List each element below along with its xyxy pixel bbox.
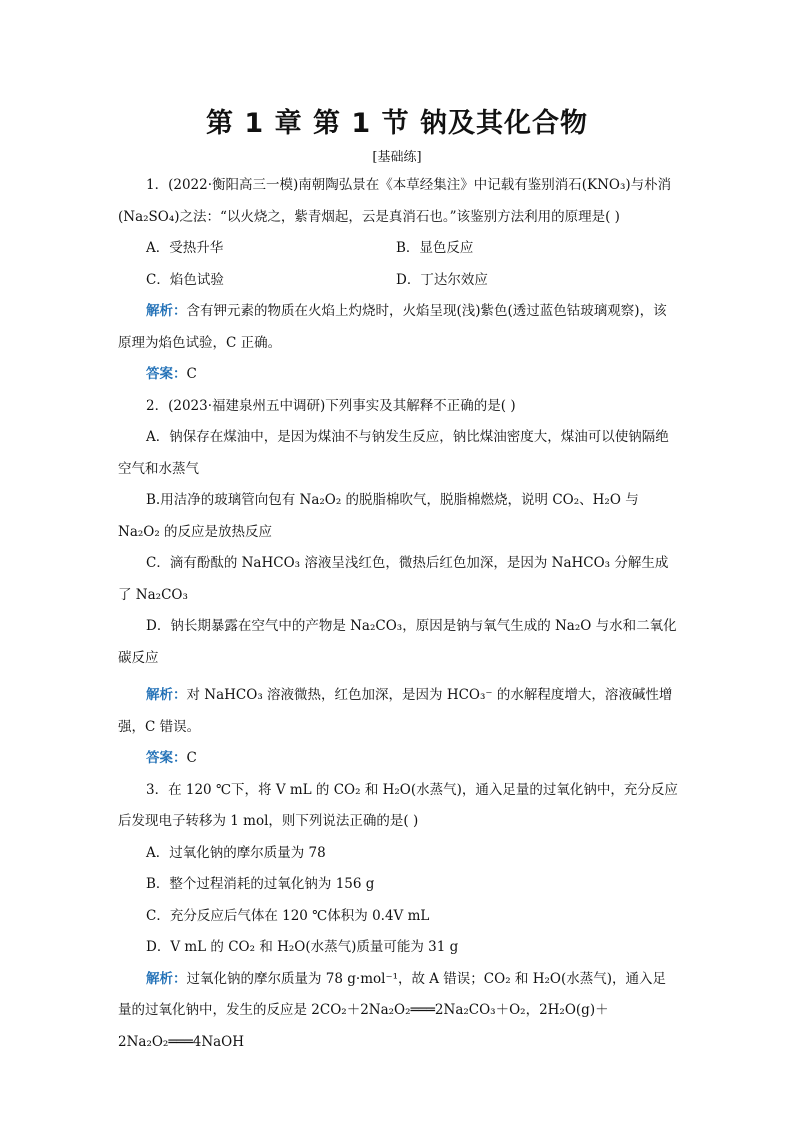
question-2-stem: 2．(2023·福建泉州五中调研)下列事实及其解释不正确的是( ) <box>146 397 516 414</box>
question-3-option-c: C．充分反应后气体在 120 ℃体积为 0.4V mL <box>146 907 430 924</box>
question-3-analysis <box>118 964 678 1059</box>
question-1-analysis <box>118 296 678 359</box>
page-title: 第 1 章 第 1 节 钠及其化合物 <box>206 108 588 139</box>
question-2-analysis-text: 对 NaHCO₃ 溶液微热，红色加深，是因为 HCO₃⁻ 的水解程度增大，溶液碱性增强，C 错误。 <box>118 687 673 735</box>
question-3-option-a: A．过氧化钠的摩尔质量为 78 <box>146 844 326 861</box>
question-1-options-ab <box>118 233 678 265</box>
question-list <box>118 170 678 1058</box>
question-3-analysis-text: 过氧化钠的摩尔质量为 78 g·mol⁻¹，故 A 错误；CO₂ 和 H₂O(水蒸气)，通入足量的过氧化钠中，发生的反应是 2CO₂＋2Na₂O₂═══2Na₂CO₃＋O₂，2H₂O(g)＋2Na₂O₂═══4NaOH <box>118 970 666 1050</box>
answer-label: 答案： <box>146 366 187 382</box>
question-2-analysis <box>118 680 678 743</box>
question-1-option-b: B．显色反应 <box>396 240 474 256</box>
question-3-stem: 3．在 120 ℃下，将 V mL 的 CO₂ 和 H₂O(水蒸气)，通入足量的过氧化钠中，充分反应后发现电子转移为 1 mol，则下列说法正确的是( ) <box>118 781 678 829</box>
analysis-label: 解析： <box>146 303 187 319</box>
question-1-answer-text: C <box>186 366 197 382</box>
question-3-option-b: B．整个过程消耗的过氧化钠为 156 g <box>146 876 375 892</box>
question-2-option-a: A．钠保存在煤油中，是因为煤油不与钠发生反应，钠比煤油密度大，煤油可以使钠隔绝空气和水蒸气 <box>118 429 669 477</box>
question-1-analysis-text: 含有钾元素的物质在火焰上灼烧时，火焰呈现(浅)紫色(透过蓝色钴玻璃观察)，该原理为焰色试验，C 正确。 <box>118 303 667 351</box>
question-2-answer <box>118 743 678 775</box>
analysis-label: 解析： <box>146 970 187 987</box>
question-2-option-c: C．滴有酚酞的 NaHCO₃ 溶液呈浅红色，微热后红色加深，是因为 NaHCO₃ 分解生成了 Na₂CO₃ <box>118 555 669 603</box>
question-1-option-c: C．焰色试验 <box>146 271 224 288</box>
question-1-stem: 1．(2022·衡阳高三一模)南朝陶弘景在《本草经集注》中记载有鉴别消石(KNO₃)与朴消(Na₂SO₄)之法：“以火烧之，紫青烟起，云是真消石也。”该鉴别方法利用的原理是( ) <box>118 177 672 225</box>
section-subtitle: [基础练] <box>372 150 422 165</box>
question-1-option-a: A．受热升华 <box>146 240 224 256</box>
question-2-option-d: D．钠长期暴露在空气中的产物是 Na₂CO₃，原因是钠与氧气生成的 Na₂O 与水和二氧化碳反应 <box>118 618 677 666</box>
question-1-option-d: D．丁达尔效应 <box>396 271 488 288</box>
question-3-option-d: D．V mL 的 CO₂ 和 H₂O(水蒸气)质量可能为 31 g <box>146 939 459 955</box>
analysis-label: 解析： <box>146 687 187 703</box>
question-2-answer-text: C <box>186 750 197 766</box>
answer-label: 答案： <box>146 750 187 766</box>
question-1-options-cd <box>118 265 678 297</box>
question-1-answer <box>118 359 678 391</box>
question-2-option-b: B.用洁净的玻璃管向包有 Na₂O₂ 的脱脂棉吹气，脱脂棉燃烧，说明 CO₂、H₂O 与 Na₂O₂ 的反应是放热反应 <box>118 492 639 540</box>
